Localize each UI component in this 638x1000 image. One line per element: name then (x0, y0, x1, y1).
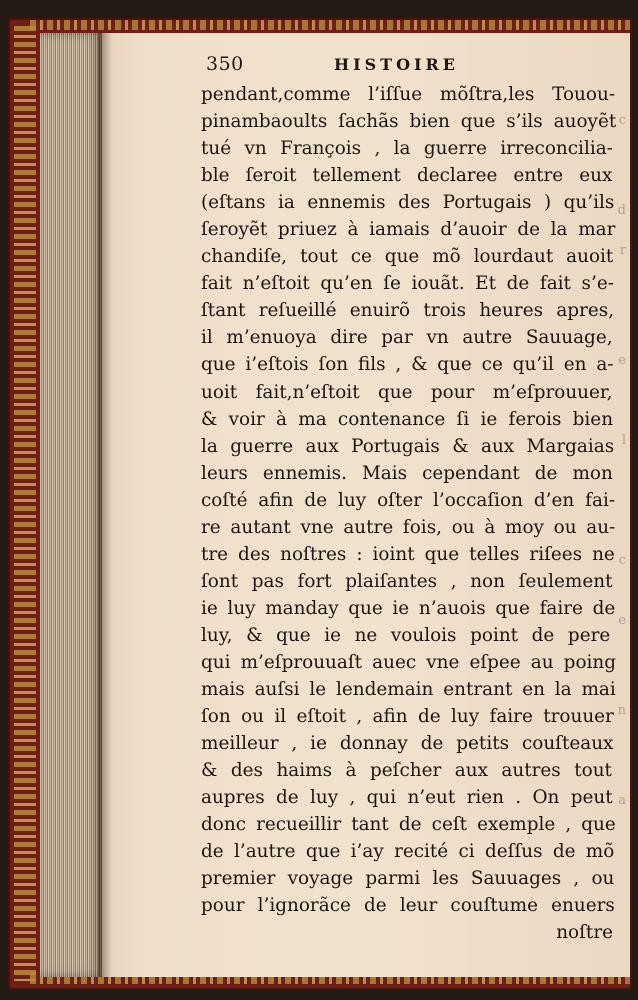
page-gutter-shadow (98, 33, 112, 977)
text-line: aupres de luy , qui n’eut rien . On peut (201, 787, 613, 809)
text-line: meilleur , ie donnay de petits couſteaux (201, 733, 614, 755)
text-line: la guerre aux Portugais & aux Margaias (201, 435, 615, 457)
text-line: chandiſe, tout ce que mõ lourdaut auoit (201, 246, 614, 268)
text-line: donc recueillir tant de ceſt exemple , que (201, 814, 616, 836)
text-line: de l’autre que i’ay recité ci deſſus de mõ (201, 841, 615, 863)
text-line: pour l’ignorãce de leur couſtume enuers (201, 895, 615, 917)
text-line: leurs ennemis. Mais cependant de mon (201, 462, 613, 484)
text-line: (eſtans ia ennemis des Portugais ) qu’ils (201, 192, 615, 214)
text-line: uoit fait,n’eſtoit que pour m’eſprouuer, (201, 381, 613, 403)
text-line: ſont pas fort plaiſantes , non ſeulement (201, 570, 613, 592)
text-line: luy, & que ie ne voulois point de pere (201, 624, 611, 646)
running-head (206, 53, 606, 77)
text-line: que i’eſtois ſon fils , & que ce qu’il en a- (201, 354, 614, 376)
text-line: tué vn François , la guerre irreconcilia- (201, 138, 613, 160)
page-edges (40, 33, 102, 977)
book-page (102, 33, 630, 977)
text-line: ſon ou il eſtoit , afin de luy faire trouuer (201, 706, 614, 728)
running-title: HISTOIRE (334, 55, 459, 74)
text-line: & voir à ma contenance ſi ie ferois bien (201, 408, 614, 430)
show-through-letters: c d r e l c e n a (617, 113, 626, 808)
text-line: & des haims à peſcher aux autres tout (201, 760, 612, 782)
gilt-spine-ornament (14, 26, 36, 981)
text-line: tre des noſtres : ioint que telles riſees ne (201, 543, 615, 565)
text-line: mais auſsi le lendemain entrant en la mai (201, 679, 616, 701)
text-line: ſtant reſueillé enuirõ trois heures apres, (201, 300, 615, 322)
text-line: ſeroyẽt priuez à iamais d’auoir de la mar (201, 219, 616, 241)
text-line: premier voyage parmi les Sauuages , ou (201, 868, 615, 890)
text-line: ble ſeroit tellement declaree entre eux (201, 165, 613, 187)
gilt-top-border (30, 20, 630, 30)
text-line: il m’enuoya dire par vn autre Sauuage, (201, 327, 613, 349)
text-line: ie luy manday que ie n’auois que faire de (201, 597, 616, 619)
page-number: 350 (206, 53, 244, 75)
text-line: pinambaoults ſachãs bien que s’ils auoyẽt (201, 111, 617, 133)
text-line: qui m’eſprouuaſt auec vne eſpee au poing (201, 651, 617, 673)
catchword: noſtre (556, 922, 613, 944)
text-line: pendant,comme l’iſſue mõſtra,les Touou- (201, 84, 616, 105)
text-line: re autant vne autre fois, ou à moy ou au- (201, 516, 616, 538)
text-line: coſté afin de luy oſter l’occaſion d’en fai- (201, 489, 616, 511)
body-text (201, 81, 621, 947)
text-line: fait n’eſtoit qu’en ſe iouãt. Et de fait s’e- (201, 273, 614, 295)
